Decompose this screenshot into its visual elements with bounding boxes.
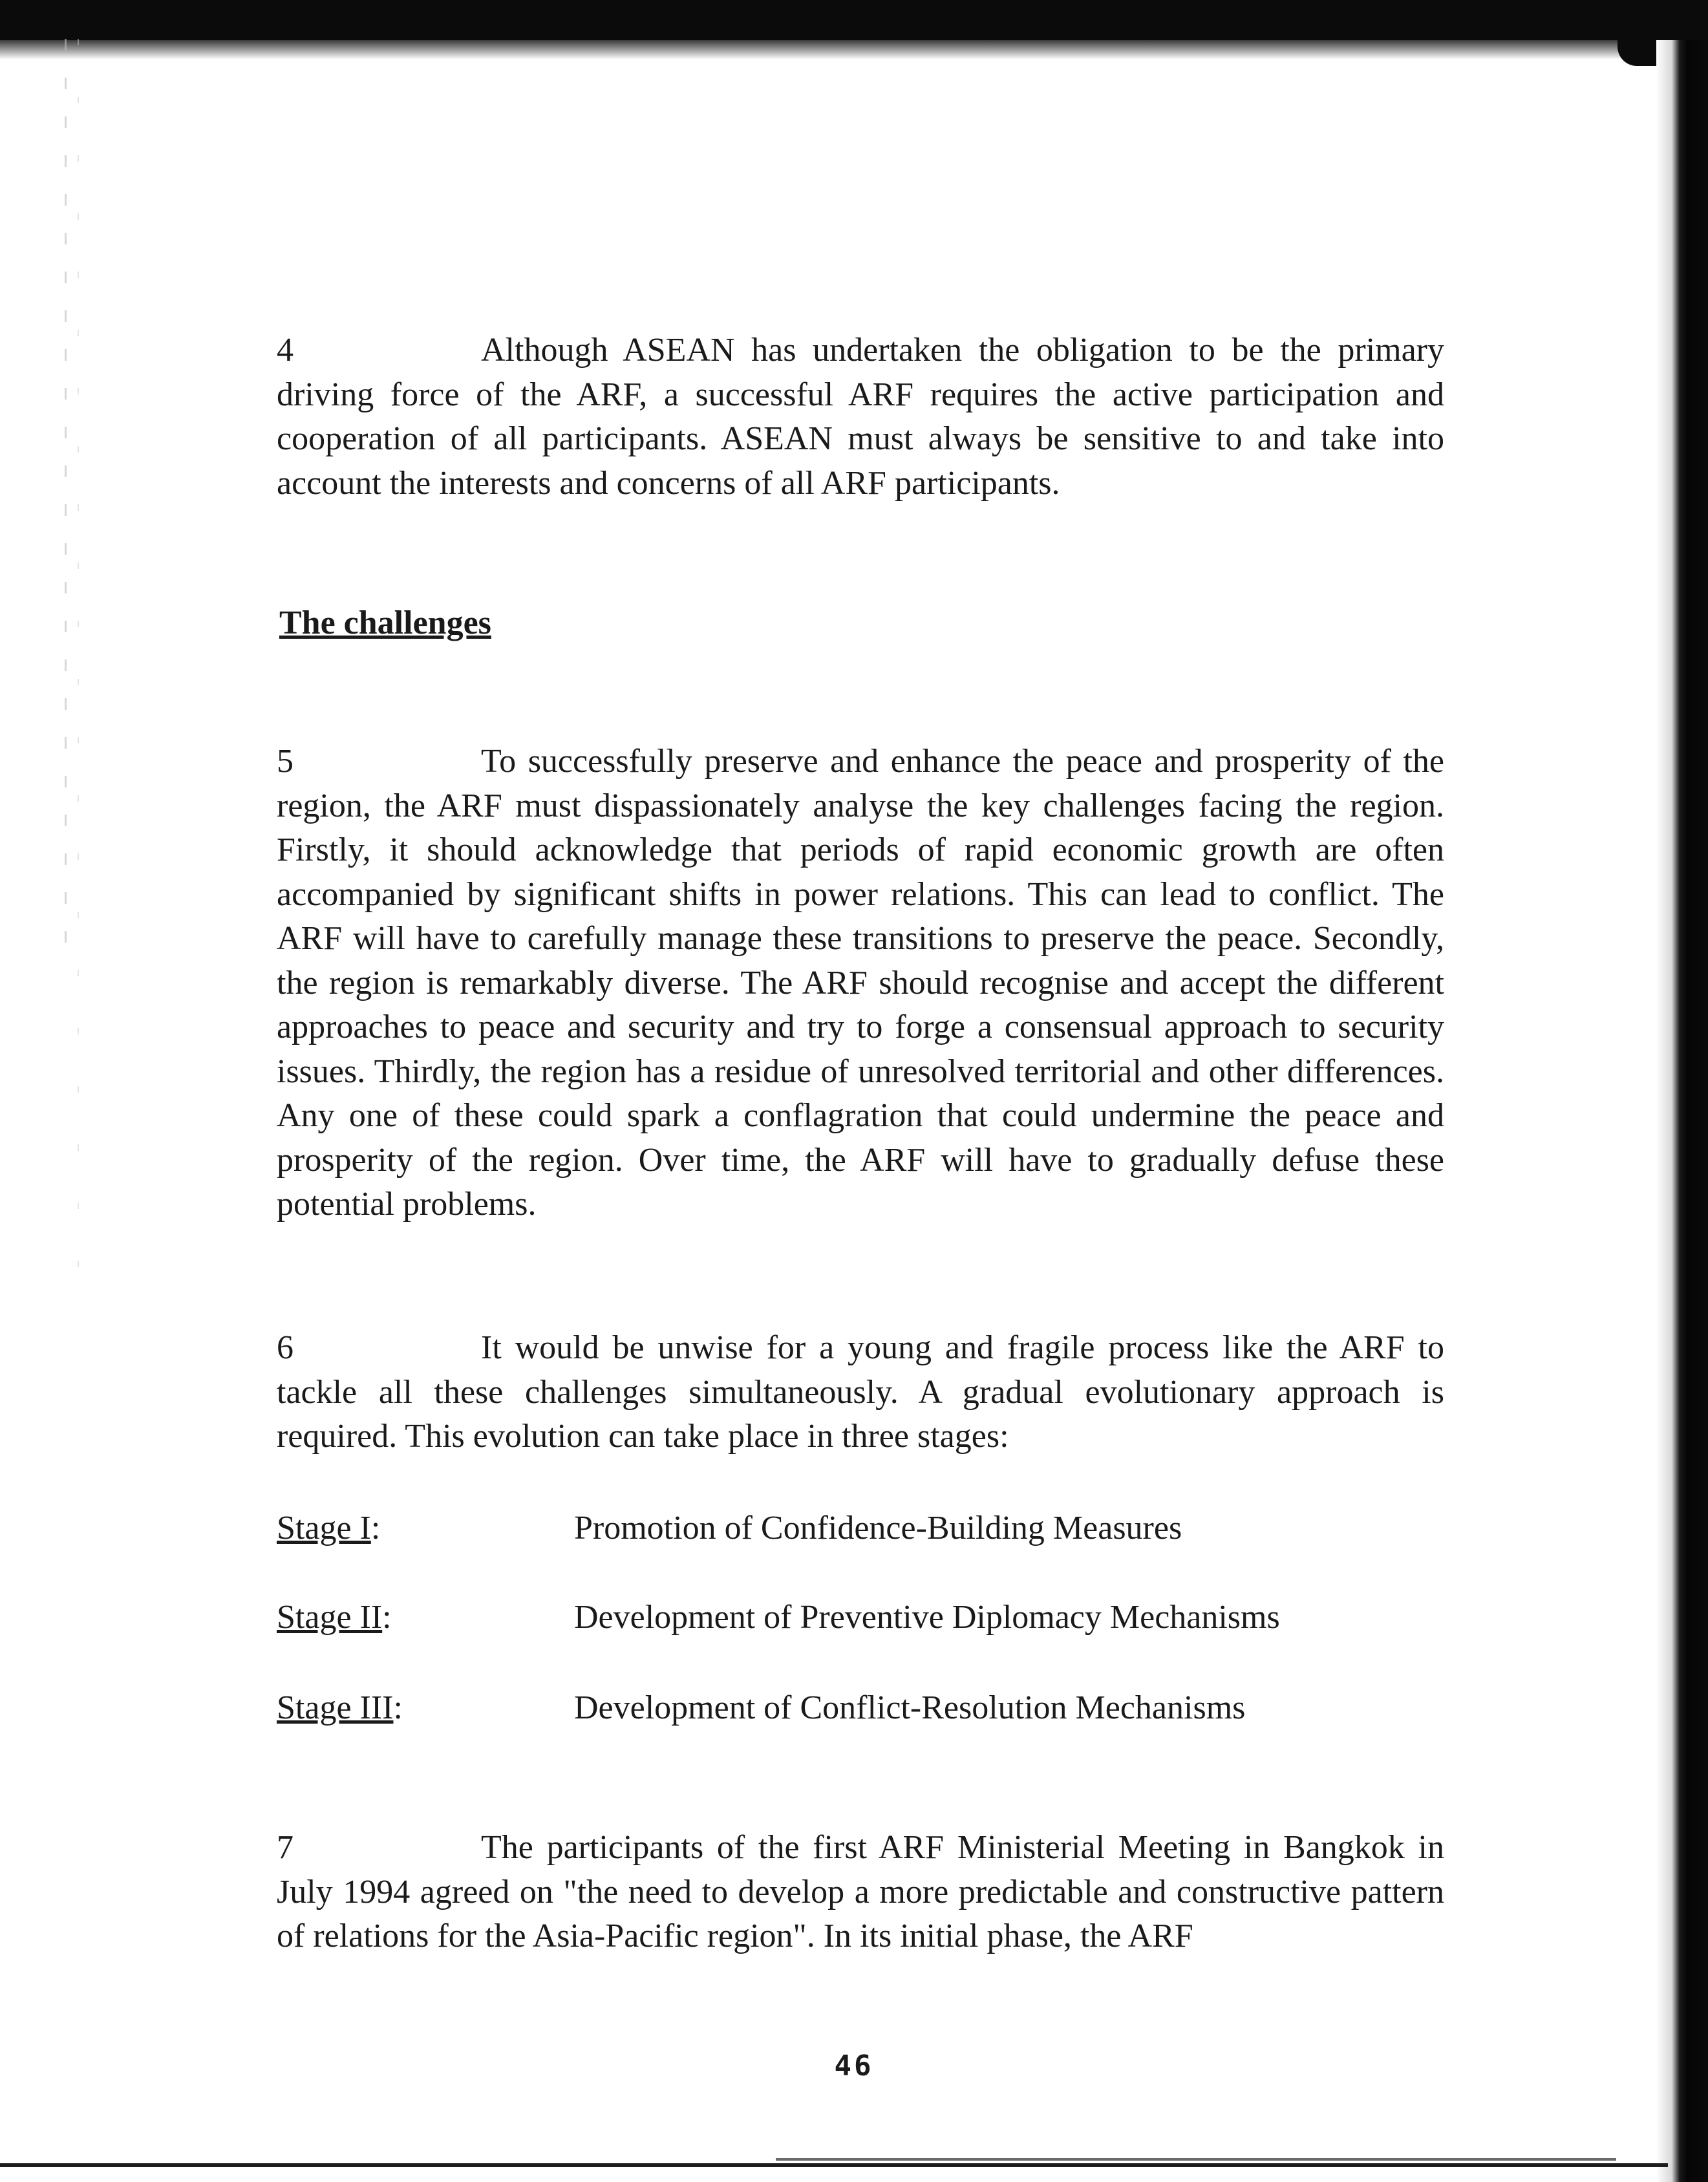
paragraph-number: 4 (277, 332, 294, 369)
paragraph-text: It would be unwise for a young and fragile process like the ARF to tackle all these challenges simultaneously. A gradual evolutionary approach is required. This evolution can take place in three stages: (277, 1329, 1444, 1455)
paragraph-5 (277, 740, 1444, 1227)
stage-item (277, 1686, 1245, 1730)
stage-label: Stage II: (277, 1599, 392, 1636)
stage-description: Development of Conflict-Resolution Mechanisms (574, 1689, 1246, 1726)
scan-bottom-border (0, 2163, 1668, 2167)
scan-left-noise (65, 39, 67, 944)
paragraph-number: 5 (277, 743, 294, 780)
page-number: 46 (834, 2049, 874, 2082)
section-heading: The challenges (279, 604, 491, 641)
paragraph-text: The participants of the first ARF Ministerial Meeting in Bangkok in July 1994 agreed on "the need to develop a more predictable and constructive pattern of relations for the Asia-Pacific region". In its initial phase, the ARF (277, 1829, 1444, 1954)
paragraph-number: 7 (277, 1829, 294, 1866)
scan-top-shadow (0, 40, 1708, 59)
stage-description: Promotion of Confidence-Building Measures (574, 1510, 1182, 1546)
paragraph-4 (277, 328, 1444, 506)
scan-right-border (1656, 40, 1708, 2182)
stage-label: Stage III: (277, 1689, 403, 1726)
stage-item (277, 1506, 1182, 1550)
paragraph-7 (277, 1826, 1444, 1959)
paragraph-number: 6 (277, 1329, 294, 1366)
scan-top-border (0, 0, 1708, 40)
paragraph-6 (277, 1326, 1444, 1459)
scan-left-noise-2 (78, 39, 79, 1267)
stage-item (277, 1596, 1280, 1640)
paragraph-text: To successfully preserve and enhance the peace and prosperity of the region, the ARF must dispassionately analyse the key challenges facing the region. Firstly, it should acknowledge that periods of rapid economic growth are often accompanied by significant shifts in power relations. This can lead to conflict. The ARF will have to carefully manage these transitions to preserve the peace. Secondly, the region is remarkably diverse. The ARF should recognise and accept the different approaches to peace and security and try to forge a consensual approach to security issues. Thirdly, the region has a residue of unresolved territorial and other differences. Any one of these could spark a conflagration that could undermine the peace and prosperity of the region. Over time, the ARF will have to gradually defuse these potential problems. (277, 743, 1444, 1223)
stage-label: Stage I: (277, 1510, 381, 1546)
scan-bottom-streak (776, 2158, 1616, 2161)
stage-description: Development of Preventive Diplomacy Mechanisms (574, 1599, 1280, 1636)
paragraph-text: Although ASEAN has undertaken the obligation to be the primary driving force of the ARF, a successful ARF requires the active participation and cooperation of all participants. ASEAN must always be sensitive to and take into account the interests and concerns of all ARF participants. (277, 332, 1444, 502)
